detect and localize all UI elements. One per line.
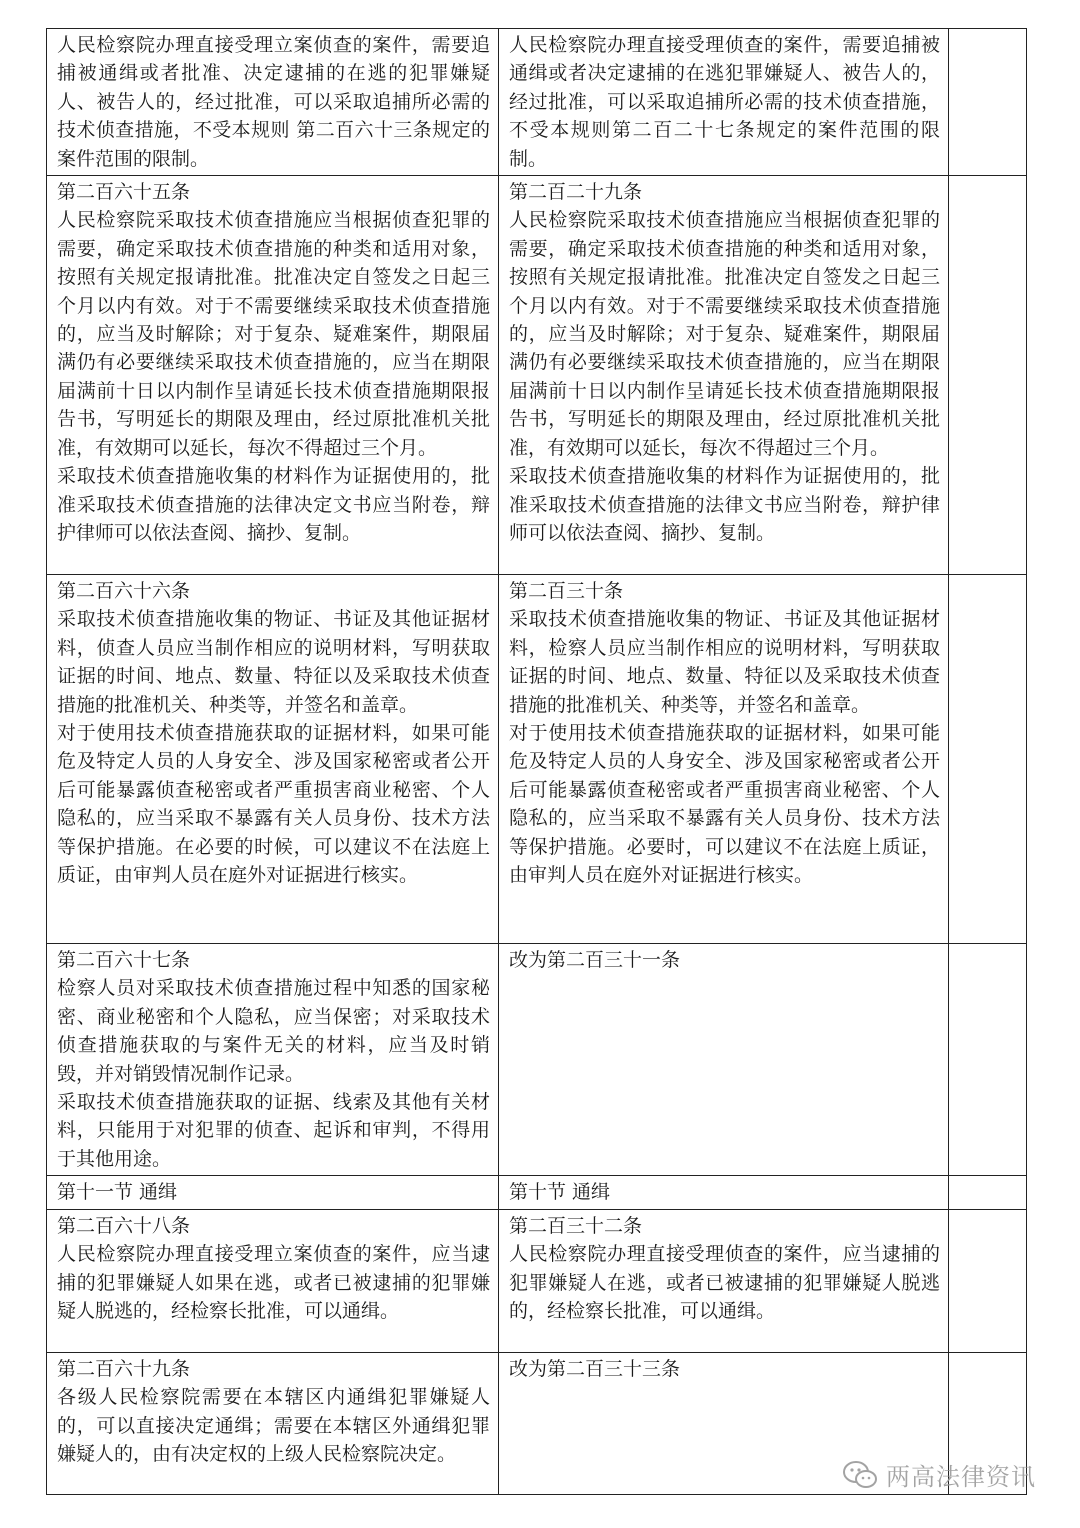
remark-cell [949, 29, 1027, 176]
article-number: 第二百六十六条 [57, 580, 191, 603]
provision-text: 采取技术侦查措施收集的物证、书证及其他证据材料，检察人员应当制作相应的说明材料，写明获取证据的时间、地点、数量、特征以及采取技术侦查措施的批准机关、种类等，并签名和盖章。 [509, 608, 940, 716]
watermark-text: 两高法律资讯 [886, 1463, 1036, 1491]
article-number: 第二百三十条 [509, 580, 624, 603]
remark-cell [949, 575, 1027, 944]
old-provision-cell [47, 29, 499, 176]
new-provision-cell [499, 944, 949, 1176]
provision-text: 采取技术侦查措施收集的材料作为证据使用的，批准采取技术侦查措施的法律文书应当附卷，辩护律师可以依法查阅、摘抄、复制。 [509, 465, 940, 544]
article-number: 第二百六十七条 [57, 949, 191, 972]
provision-text: 采取技术侦查措施收集的物证、书证及其他证据材料，侦查人员应当制作相应的说明材料，写明获取证据的时间、地点、数量、特征以及采取技术侦查措施的批准机关、种类等，并签名和盖章。 [57, 608, 490, 716]
article-number: 第二百三十二条 [509, 1214, 643, 1237]
provision-text: 采取技术侦查措施获取的证据、线索及其他有关材料，只能用于对犯罪的侦查、起诉和审判，不得用于其他用途。 [57, 1091, 490, 1170]
old-provision-cell [47, 1209, 499, 1352]
provision-text: 人民检察院办理直接受理侦查的案件，应当逮捕的犯罪嫌疑人在逃，或者已被逮捕的犯罪嫌疑人脱逃的，经检察长批准，可以通缉。 [509, 1243, 940, 1322]
provision-text: 人民检察院办理直接受理侦查的案件，需要追捕被通缉或者决定逮捕的在逃犯罪嫌疑人、被告人的，经过批准，可以采取追捕所必需的技术侦查措施，不受本规则第二百二十七条规定的案件范围的限制。 [509, 34, 940, 170]
new-provision-cell [499, 1209, 949, 1352]
old-provision-cell [47, 575, 499, 944]
provision-text: 检察人员对采取技术侦查措施过程中知悉的国家秘密、商业秘密和个人隐私，应当保密；对采取技术侦查措施获取的与案件无关的材料，应当及时销毁，并对销毁情况制作记录。 [57, 977, 490, 1085]
provision-text: 各级人民检察院需要在本辖区内通缉犯罪嫌疑人的，可以直接决定通缉；需要在本辖区外通缉犯罪嫌疑人的，由有决定权的上级人民检察院决定。 [57, 1386, 490, 1465]
remark-cell [949, 1209, 1027, 1352]
provision-text: 人民检察院办理直接受理立案侦查的案件，应当逮捕的犯罪嫌疑人如果在逃，或者已被逮捕的犯罪嫌疑人脱逃的，经检察长批准，可以通缉。 [57, 1243, 490, 1322]
provision-text: 采取技术侦查措施收集的材料作为证据使用的，批准采取技术侦查措施的法律决定文书应当附卷，辩护律师可以依法查阅、摘抄、复制。 [57, 465, 490, 544]
provision-text: 人民检察院采取技术侦查措施应当根据侦查犯罪的需要，确定采取技术侦查措施的种类和适用对象，按照有关规定报请批准。批准决定自签发之日起三个月以内有效。对于不需要继续采取技术侦查措施的，应当及时解除；对于复杂、疑难案件，期限届满仍有必要继续采取技术侦查措施的，应当在期限届满前十日以内制作呈请延长技术侦查措施期限报告书，写明延长的期限及理由，经过原批准机关批准，有效期可以延长，每次不得超过三个月。 [509, 209, 940, 459]
section-heading: 第十节 通缉 [509, 1181, 611, 1204]
table-row [47, 29, 1027, 176]
new-provision-cell [499, 176, 949, 575]
table-row [47, 176, 1027, 575]
article-number: 第二百六十五条 [57, 181, 191, 204]
provision-text: 人民检察院办理直接受理立案侦查的案件，需要追捕被通缉或者批准、决定逮捕的在逃的犯罪嫌疑人、被告人的，经过批准，可以采取追捕所必需的技术侦查措施，不受本规则 第二百六十三条规定的案件范围的限制。 [57, 34, 490, 170]
comparison-table [46, 28, 1027, 1495]
old-provision-cell [47, 1352, 499, 1494]
table-row [47, 944, 1027, 1176]
provision-text: 人民检察院采取技术侦查措施应当根据侦查犯罪的需要，确定采取技术侦查措施的种类和适用对象，按照有关规定报请批准。批准决定自签发之日起三个月以内有效。对于不需要继续采取技术侦查措施的，应当及时解除；对于复杂、疑难案件，期限届满仍有必要继续采取技术侦查措施的，应当在期限届满前十日以内制作呈请延长技术侦查措施期限报告书，写明延长的期限及理由，经过原批准机关批准，有效期可以延长，每次不得超过三个月。 [57, 209, 490, 459]
new-provision-cell [499, 29, 949, 176]
table-row [47, 1209, 1027, 1352]
provision-text: 对于使用技术侦查措施获取的证据材料，如果可能危及特定人员的人身安全、涉及国家秘密或者公开后可能暴露侦查秘密或者严重损害商业秘密、个人隐私的，应当采取不暴露有关人员身份、技术方法等保护措施。在必要的时候，可以建议不在法庭上质证，由审判人员在庭外对证据进行核实。 [57, 722, 490, 887]
remark-cell [949, 1176, 1027, 1209]
table-row [47, 575, 1027, 944]
article-number: 第二百六十九条 [57, 1357, 191, 1380]
remark-cell [949, 944, 1027, 1176]
old-provision-cell [47, 944, 499, 1176]
new-provision-cell [499, 1176, 949, 1209]
table-row [47, 1176, 1027, 1209]
old-provision-cell [47, 176, 499, 575]
provision-text: 对于使用技术侦查措施获取的证据材料，如果可能危及特定人员的人身安全、涉及国家秘密或者公开后可能暴露侦查秘密或者严重损害商业秘密、个人隐私的，应当采取不暴露有关人员身份、技术方法等保护措施。必要时，可以建议不在法庭上质证，由审判人员在庭外对证据进行核实。 [509, 722, 940, 887]
provision-text: 改为第二百三十一条 [509, 949, 681, 972]
article-number: 第二百六十八条 [57, 1214, 191, 1237]
old-provision-cell [47, 1176, 499, 1209]
article-number: 第二百二十九条 [509, 181, 643, 204]
remark-cell [949, 176, 1027, 575]
provision-text: 改为第二百三十三条 [509, 1357, 681, 1380]
section-heading: 第十一节 通缉 [57, 1181, 178, 1204]
new-provision-cell [499, 575, 949, 944]
wechat-icon [842, 1460, 878, 1490]
source-watermark [842, 1457, 1036, 1492]
